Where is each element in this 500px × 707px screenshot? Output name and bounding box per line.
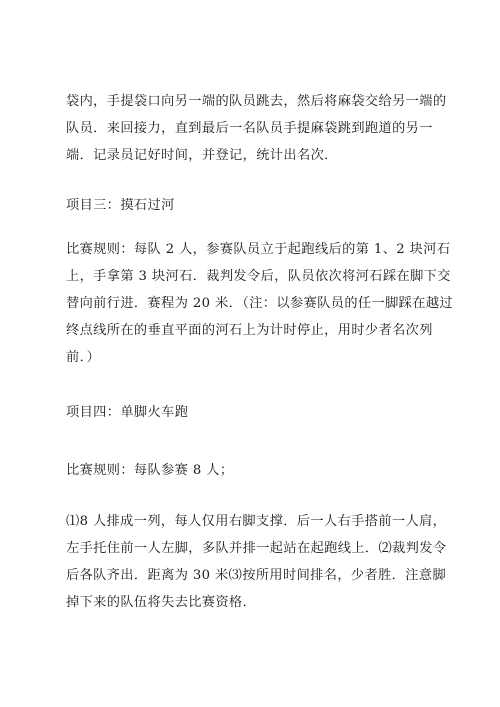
text-line: 队员．来回接力，直到最后一名队员手提麻袋跳到跑道的另一 bbox=[66, 121, 433, 136]
text-line: 比赛规则：每队 2 人，参赛队员立于起跑线后的第 1、2 块河石 bbox=[66, 242, 451, 257]
text-line: 比赛规则：每队参赛 8 人； bbox=[66, 463, 234, 478]
text-line: 上，手拿第 3 块河石．裁判发令后，队员依次将河石踩在脚下交 bbox=[66, 269, 451, 284]
text-line: 掉下来的队伍将失去比赛资格． bbox=[66, 595, 257, 610]
paragraph-relay-continuation bbox=[66, 88, 446, 169]
text-line: 后各队齐出．距离为 30 米⑶按所用时间排名，少者胜．注意脚 bbox=[66, 568, 447, 583]
text-line: 终点线所在的垂直平面的河石上为计时停止，用时少者名次列 bbox=[66, 323, 433, 338]
text-line: 左手托住前一人左脚，多队并排一起站在起跑线上．⑵裁判发令 bbox=[66, 541, 447, 556]
text-line: 前．） bbox=[66, 350, 101, 365]
section-3-heading: 项目三：摸石过河 bbox=[66, 198, 175, 213]
section-4-rules bbox=[66, 508, 446, 616]
text-line: 袋内，手提袋口向另一端的队员跳去，然后将麻袋交给另一端的 bbox=[66, 94, 447, 109]
text-line: 替向前行进．赛程为 20 米．（注：以参赛队员的任一脚踩在越过 bbox=[66, 296, 454, 311]
section-4-heading: 项目四：单脚火车跑 bbox=[66, 405, 189, 420]
section-4-rules-intro bbox=[66, 457, 446, 484]
text-line: ⑴8 人排成一列，每人仅用右脚支撑．后一人右手搭前一人肩， bbox=[66, 514, 447, 529]
text-line: 端．记录员记好时间，并登记，统计出名次． bbox=[66, 148, 338, 163]
section-3-rules bbox=[66, 236, 454, 371]
